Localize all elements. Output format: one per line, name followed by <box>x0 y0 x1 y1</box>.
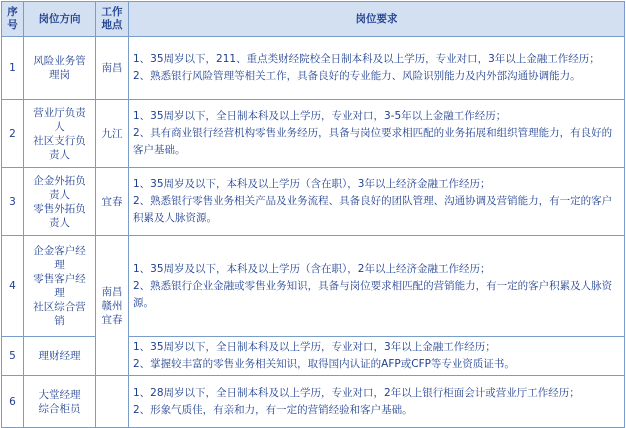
position-line: 责人 <box>49 188 70 201</box>
location-cell: 九江 <box>96 100 129 168</box>
table-row <box>2 337 625 376</box>
position-cell <box>24 100 96 168</box>
position-line: 销 <box>54 315 65 327</box>
requirement-item: 1、35周岁及以下，本科及以上学历（含在职），2年以上经济金融工作经历； <box>133 262 491 275</box>
table-row <box>2 37 625 100</box>
position-line: 风险业务管 <box>33 55 86 67</box>
header-requirements: 岗位要求 <box>129 2 625 37</box>
position-cell <box>24 337 96 376</box>
position-line: 零售客户经 <box>33 273 86 285</box>
table-row <box>2 168 625 236</box>
requirements-cell <box>129 337 625 376</box>
requirements-cell <box>129 236 625 337</box>
requirement-item: 1、35周岁以下，全日制本科及以上学历，专业对口，3-5年以上金融工作经历； <box>133 110 507 122</box>
position-line: 社区支行负 <box>33 134 86 147</box>
row-number: 6 <box>2 376 24 428</box>
header-no-line2: 号 <box>7 19 18 31</box>
requirements-cell <box>129 100 625 168</box>
requirement-item: 2、形象气质佳，有亲和力，有一定的营销经验和客户基础。 <box>133 403 413 416</box>
table-row <box>2 376 625 428</box>
requirement-item: 1、35周岁以下，全日制本科及以上学历，专业对口，3年以上金融工作经历； <box>133 341 496 353</box>
position-cell <box>24 236 96 337</box>
header-position: 岗位方向 <box>24 2 96 37</box>
requirement-item: 2、熟悉银行风险管理等相关工作，具备良好的专业能力、风险识别能力及内外部沟通协调能力。 <box>133 70 581 82</box>
position-line: 零售外拓负 <box>33 202 86 215</box>
position-line: 理岗 <box>49 69 70 81</box>
position-cell <box>24 168 96 236</box>
requirement-item: 1、35周岁以下，211、重点类财经院校全日制本科及以上学历，专业对口，3年以上金融工作经历； <box>133 53 600 65</box>
requirement-item: 2、熟悉银行零售业务相关产品及业务流程、具备良好的团队管理、沟通协调及营销能力，有一定的客户积累及人脉资源。 <box>133 195 613 224</box>
row-number: 3 <box>2 168 24 236</box>
position-line: 营业厅负责 <box>33 106 86 119</box>
position-line: 综合柜员 <box>38 402 81 415</box>
position-line: 理 <box>54 259 65 271</box>
requirements-cell <box>129 168 625 236</box>
position-line: 企金外拓负 <box>33 174 86 187</box>
location-cell-merged <box>96 236 129 376</box>
position-cell <box>24 376 96 428</box>
row-number: 2 <box>2 100 24 168</box>
table-row <box>2 236 625 337</box>
position-line: 企金客户经 <box>33 245 86 257</box>
location-cell: 南昌 <box>96 37 129 100</box>
header-no-line1: 序 <box>7 6 18 18</box>
position-line: 社区综合营 <box>33 301 86 313</box>
position-line: 理财经理 <box>38 350 81 362</box>
requirement-item: 2、掌握较丰富的零售业务相关知识，取得国内认证的AFP或CFP等专业资质证书。 <box>133 358 515 370</box>
requirement-item: 2、具有商业银行经营机构零售业务经历，具备与岗位要求相匹配的业务拓展和组织管理能力，有良好的客户基础。 <box>133 127 613 156</box>
requirements-cell <box>129 37 625 100</box>
position-line: 责人 <box>49 148 70 161</box>
row-number: 5 <box>2 337 24 376</box>
row-number: 1 <box>2 37 24 100</box>
row-number: 4 <box>2 236 24 337</box>
header-location-line2: 地点 <box>101 19 123 31</box>
table-row <box>2 100 625 168</box>
requirement-item: 1、35周岁及以下，本科及以上学历（含在职），3年以上经济金融工作经历； <box>133 178 491 190</box>
job-requirements-table <box>1 1 625 428</box>
position-line: 理 <box>54 287 65 299</box>
requirement-item: 2、熟悉银行企业金融或零售业务知识，具备与岗位要求相匹配的营销能力，有一定的客户积累及人脉资源。 <box>133 279 613 309</box>
requirement-item: 1、28周岁以下，全日制本科及以上学历，专业对口，2年以上银行柜面会计或营业厅工作经历； <box>133 386 580 399</box>
location-cell <box>96 376 129 428</box>
position-line: 责人 <box>49 216 70 229</box>
location-line: 赣州 <box>101 299 123 312</box>
table-header-row <box>2 2 625 37</box>
requirements-cell <box>129 376 625 428</box>
location-cell: 宜春 <box>96 168 129 236</box>
header-location-line1: 工作 <box>101 6 123 18</box>
position-line: 人 <box>54 120 65 133</box>
header-no <box>2 2 24 37</box>
position-cell <box>24 37 96 100</box>
position-line: 大堂经理 <box>38 388 81 401</box>
location-line: 南昌 <box>101 285 123 298</box>
header-location <box>96 2 129 37</box>
location-line: 宜春 <box>101 313 123 326</box>
